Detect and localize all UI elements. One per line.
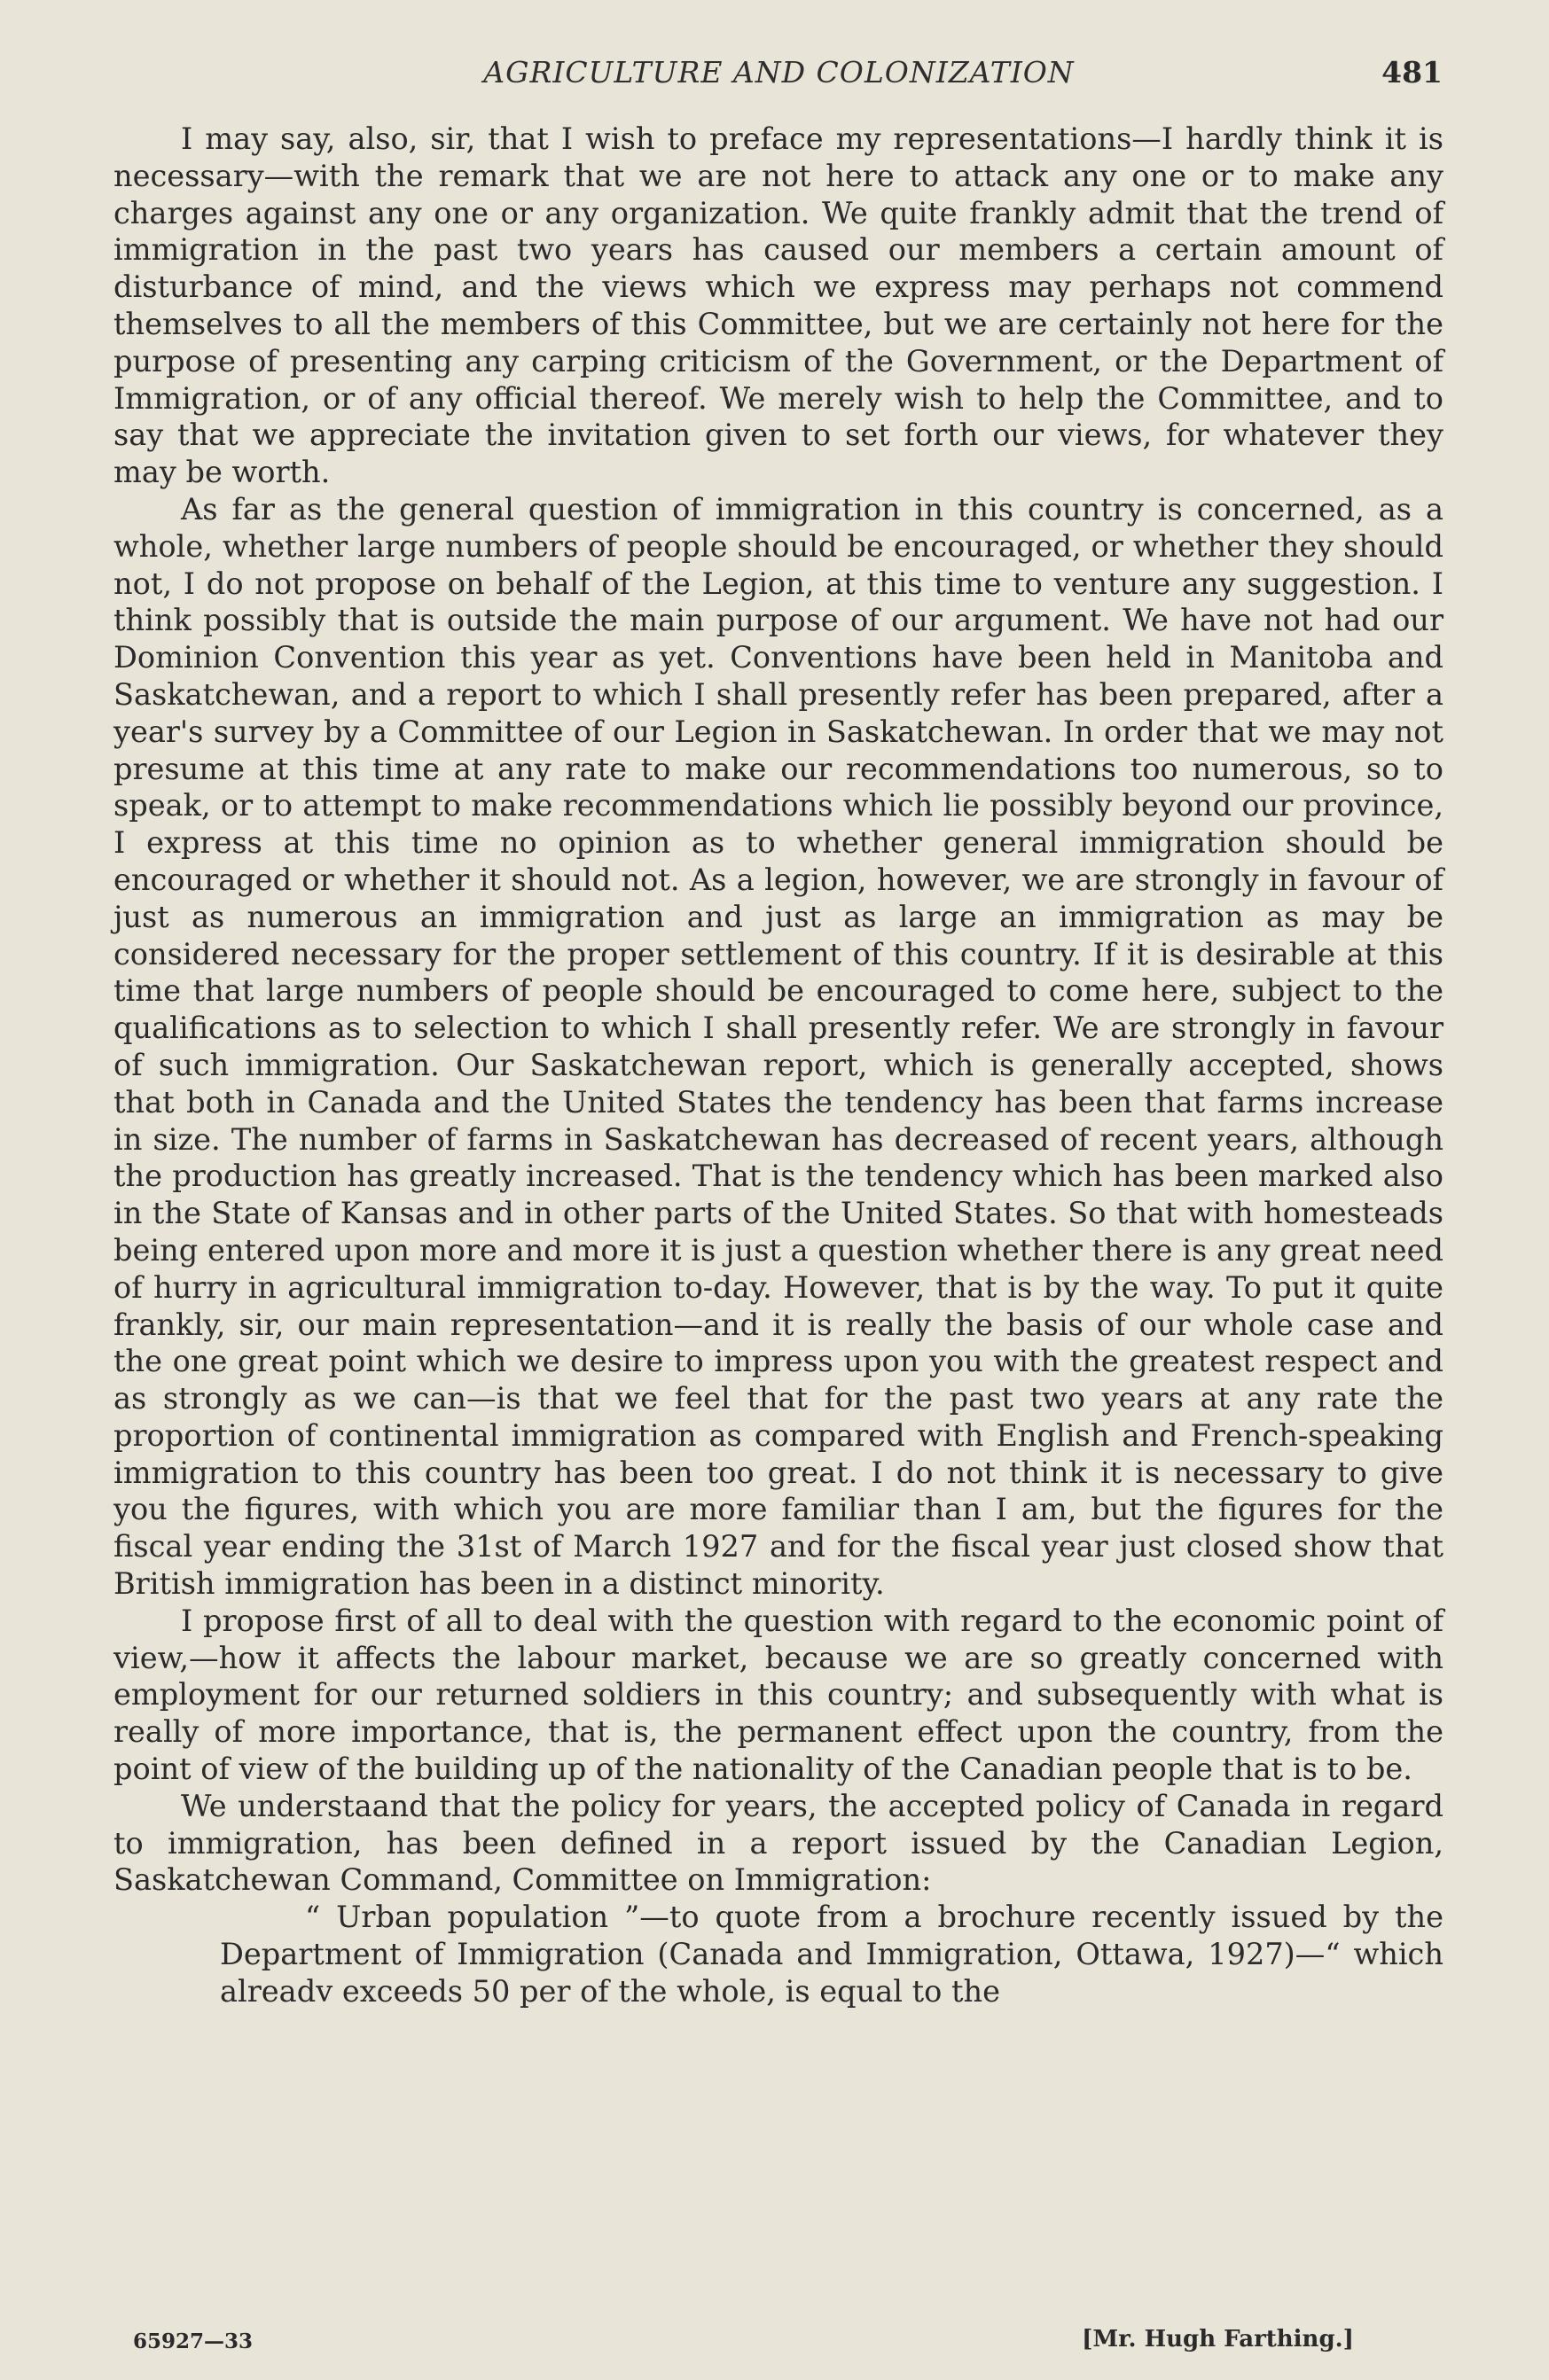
page-header — [115, 55, 1443, 99]
paragraph-economic-point: I propose first of all to deal with the question with regard to the economic point of view,—how it affects the labour market, because we are so greatly concerned with employment for our returned soldiers in this country; and subsequently with what is really of more importance, that is, the permanent effect upon the country, from the point of view of the building up of the nationality of the Canadian people that is to be. — [113, 1603, 1443, 1787]
page-footer — [133, 2326, 1354, 2365]
page-number: 481 — [1381, 55, 1443, 90]
body-text — [113, 121, 1443, 2010]
running-head: AGRICULTURE AND COLONIZATION — [483, 55, 1075, 90]
paragraph-general-immigration: As far as the general question of immigration in this country is concerned, as a whole, whether large numbers of people should be encouraged, or whether they should not, I do not propose on behalf of the Legion, at this time to venture any suggestion. I think possibly that is outside the main purpose of our argument. We have not had our Dominion Convention this year as yet. Conventions have been held in Manitoba and Saskatchewan, and a report to which I shall presently refer has been prepared, after a year's survey by a Committee of our Legion in Saskatchewan. In order that we may not presume at this time at any rate to make our recommendations too numerous, so to speak, or to attempt to make recommendations which lie possibly beyond our province, I express at this time no opinion as to whether general immigration should be encouraged or whether it should not. As a legion, however, we are strongly in favour of just as numerous an immigration and just as large an immigration as may be considered necessary for the proper settlement of this country. If it is desirable at this time that large numbers of people should be encouraged to come here, subject to the qualifications as to selection to which I shall presently refer. We are strongly in favour of such immigration. Our Saskatchewan report, which is generally accepted, shows that both in Canada and the United States the tendency has been that farms increase in size. The number of farms in Saskatchewan has decreased of recent years, although the production has greatly increased. That is the tendency which has been marked also in the State of Kansas and in other parts of the United States. So that with homesteads being entered upon more and more it is just a question whether there is any great need of hurry in agricultural immigration to-day. However, that is by the way. To put it quite frankly, sir, our main representation—and it is really the basis of our whole case and the one great point which we desire to impress upon you with the greatest respect and as strongly as we can—is that we feel that for the past two years at any rate the proportion of continental immigration as compared with English and French-speaking immigration to this country has been too great. I do not think it is necessary to give you the figures, with which you are more familiar than I am, but the figures for the fiscal year ending the 31st of March 1927 and for the fiscal year just closed show that British immigration has been in a distinct minority. — [113, 491, 1443, 1602]
block-quote: “ Urban population ”—to quote from a brochure recently issued by the Department of Immigration (Canada and Immigration, Ottawa, 1927)—“ which alreadv exceeds 50 per of the whole, is equal to the — [220, 1900, 1443, 2009]
printer-code: 65927—33 — [133, 2329, 254, 2353]
paragraph-policy: We understaand that the policy for years, the accepted policy of Canada in regard to immigration, has been defined in a report issued by the Canadian Legion, Saskatchewan Command, Committee on Immigration: — [113, 1788, 1443, 1898]
speaker-attribution: [Mr. Hugh Farthing.] — [1082, 2326, 1354, 2353]
paragraph-preface: I may say, also, sir, that I wish to preface my representations—I hardly think it is necessary—with the remark that we are not here to attack any one or to make any charges against any one or any organization. We quite frankly admit that the trend of immigration in the past two years has caused our members a certain amount of disturbance of mind, and the views which we express may perhaps not commend themselves to all the members of this Committee, but we are certainly not here for the purpose of presenting any carping criticism of the Government, or the Department of Immigration, or of any official thereof. We merely wish to help the Committee, and to say that we appreciate the invitation given to set forth our views, for whatever they may be worth. — [113, 121, 1443, 490]
